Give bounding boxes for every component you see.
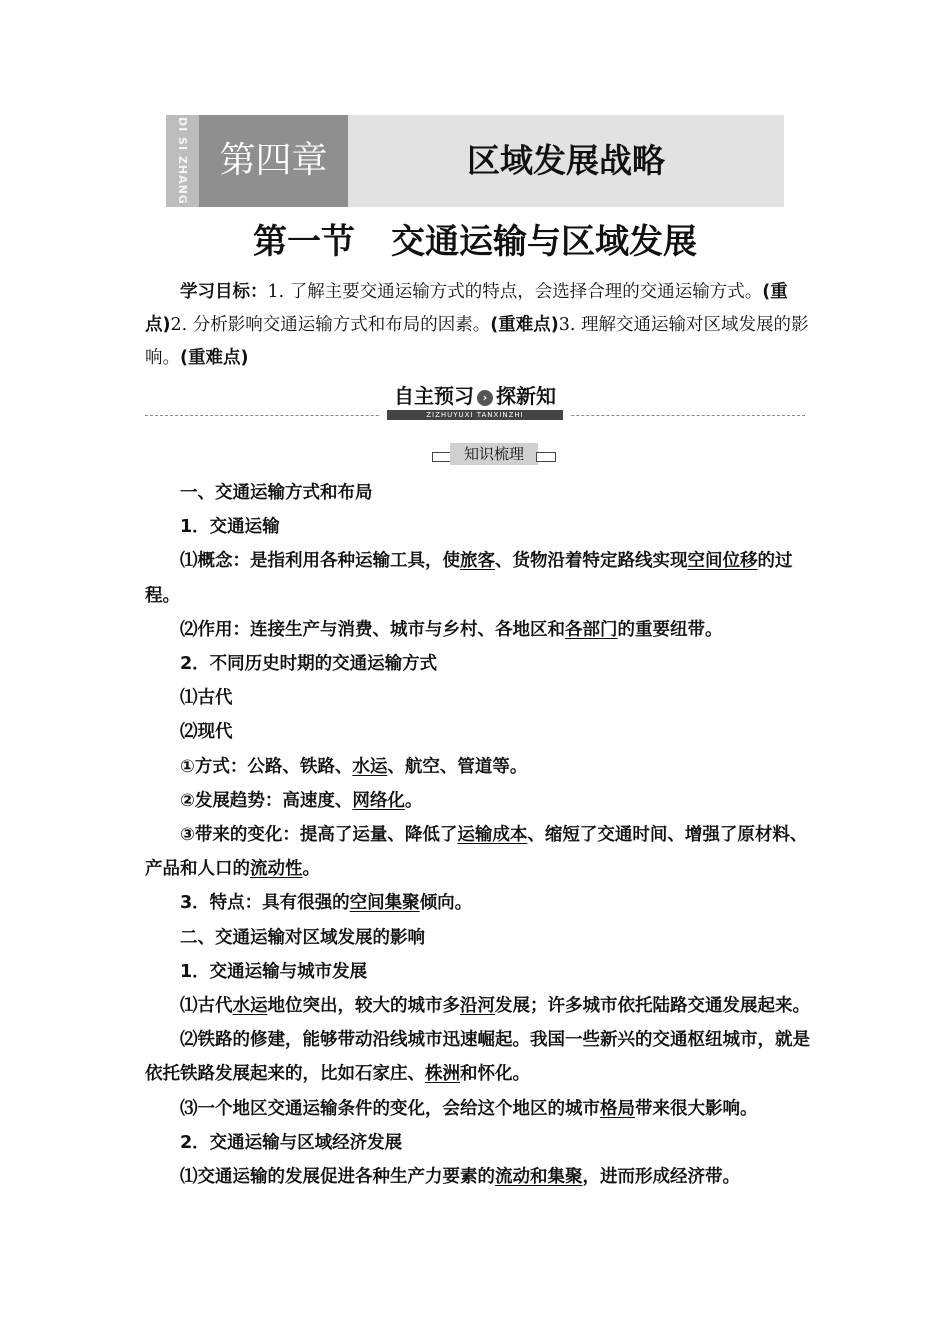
self-study-right: 探新知 <box>496 384 556 408</box>
subheading-1-2: 2．不同历史时期的交通运输方式 <box>180 654 438 675</box>
paragraph-feature: 3．特点：具有很强的空间集聚倾向。 <box>180 893 473 914</box>
knowledge-tag-label: 知识梳理 <box>450 443 538 465</box>
answer-blank: 水运 <box>352 756 388 777</box>
subheading-2-2: 2．交通运输与区域经济发展 <box>180 1132 403 1153</box>
paragraph-concept: ⑴概念：是指利用各种运输工具，使旅客、货物沿着特定路线实现空间位移的过程。 <box>145 551 793 606</box>
paragraph-change: ③带来的变化：提高了运量、降低了运输成本、缩短了交通时间、增强了原材料、产品和人口的流动性。 <box>145 825 808 880</box>
goal-3: 3. 理解交通运输对区域发展的影响。 <box>145 315 809 368</box>
banner-side-text: DI SI ZHANG <box>166 115 199 207</box>
answer-blank: 格局 <box>600 1098 635 1119</box>
chapter-banner <box>166 115 784 207</box>
chapter-label: 第四章 <box>199 115 348 207</box>
heading-2: 二、交通运输对区域发展的影响 <box>180 927 425 948</box>
section-number: 第一节 <box>253 222 355 262</box>
self-study-left: 自主预习 <box>394 384 474 408</box>
self-study-pinyin: ZIZHUYUXI TANXINZHI <box>387 410 563 420</box>
answer-blank: 旅客 <box>460 551 495 572</box>
item-ancient: ⑴古代 <box>180 688 233 709</box>
answer-blank: 水运 <box>232 996 268 1017</box>
self-study-header <box>145 382 805 422</box>
goal-1-tag: (重点) <box>145 282 788 335</box>
subheading-1-1: 1．交通运输 <box>180 517 280 538</box>
answer-blank: 各部门 <box>565 619 618 640</box>
answer-blank: 沿河 <box>460 996 495 1017</box>
answer-blank: 流动性 <box>250 859 303 880</box>
tag-right-bar <box>536 452 556 462</box>
paragraph-trend: ②发展趋势：高速度、网络化。 <box>180 790 423 811</box>
answer-blank: 流动和集聚 <box>495 1167 583 1188</box>
paragraph-city-2: ⑵铁路的修建，能够带动沿线城市迅速崛起。我国一些新兴的交通枢纽城市，就是依托铁路发展起来的，比如石家庄、株洲和怀化。 <box>145 1030 810 1085</box>
answer-blank: 空间位移 <box>687 551 758 572</box>
answer-blank: 空间集聚 <box>349 893 420 914</box>
paragraph-city-3: ⑶一个地区交通运输条件的变化，会给这个地区的城市格局带来很大影响。 <box>180 1098 758 1119</box>
goal-2: 2. 分析影响交通运输方式和布局的因素。 <box>170 315 491 335</box>
knowledge-tag <box>432 440 556 468</box>
paragraph-economy: ⑴交通运输的发展促进各种生产力要素的流动和集聚，进而形成经济带。 <box>180 1167 740 1188</box>
goal-3-tag: (重难点) <box>180 348 249 368</box>
paragraph-city-1: ⑴古代水运地位突出，较大的城市多沿河发展；许多城市依托陆路交通发展起来。 <box>180 996 810 1017</box>
chapter-title: 区域发展战略 <box>467 141 665 180</box>
answer-blank: 网络化 <box>352 790 405 811</box>
answer-blank: 运输成本 <box>457 825 528 846</box>
paragraph-way: ①方式：公路、铁路、水运、航空、管道等。 <box>180 756 528 777</box>
paragraph-role: ⑵作用：连接生产与消费、城市与乡村、各地区和各部门的重要纽带。 <box>180 619 723 640</box>
answer-blank: 株洲 <box>425 1064 460 1085</box>
item-modern: ⑵现代 <box>180 722 233 743</box>
content-body <box>145 476 813 1194</box>
heading-1: 一、交通运输方式和布局 <box>180 483 373 503</box>
goals-label: 学习目标： <box>180 282 268 302</box>
goal-2-tag: (重难点) <box>490 315 559 335</box>
section-title <box>0 214 950 263</box>
learning-goals <box>145 276 825 375</box>
chevron-right-icon: › <box>477 390 493 406</box>
goal-1: 1. 了解主要交通运输方式的特点，会选择合理的交通运输方式。 <box>267 282 763 302</box>
subheading-2-1: 1．交通运输与城市发展 <box>180 961 368 982</box>
section-name: 交通运输与区域发展 <box>391 222 697 262</box>
tag-left-bar <box>432 452 452 462</box>
